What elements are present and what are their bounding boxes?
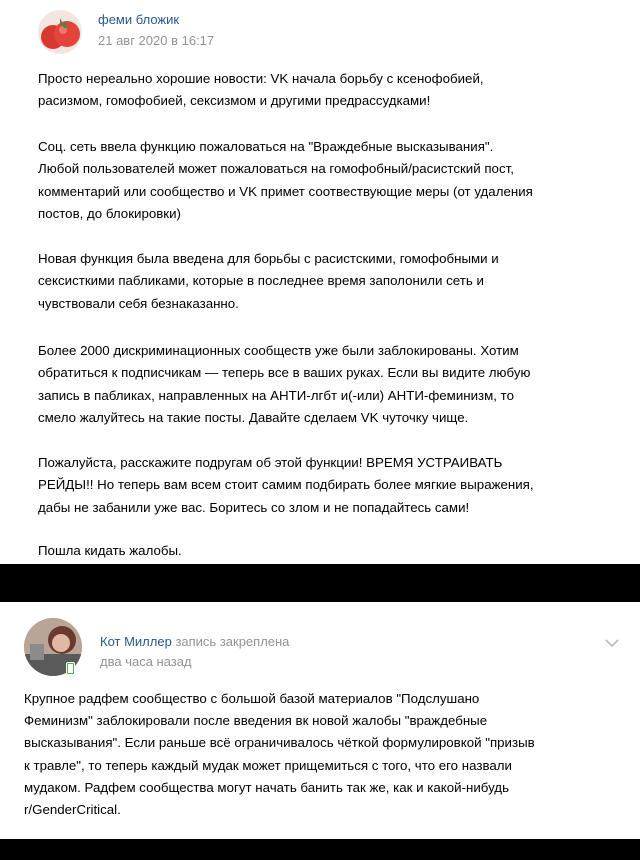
author-line [100, 634, 289, 649]
author-avatar[interactable] [38, 10, 82, 54]
tomato-icon [38, 10, 82, 54]
post-paragraph: Просто нереально хорошие новости: VK начала борьбу с ксенофобией, расизмом, гомофобией, сексизмом и другими предрассудками! [38, 71, 484, 109]
post-paragraph: Пошла кидать жалобы. [38, 543, 182, 558]
post-date[interactable]: 21 авг 2020 в 16:17 [98, 33, 215, 48]
chevron-down-icon[interactable] [604, 638, 620, 648]
post-kot-miller [0, 602, 640, 839]
post-paragraph: Пожалуйста, расскажите подругам об этой функции! ВРЕМЯ УСТРАИВАТЬ РЕЙДЫ!! Но теперь вам всем стоит самим подбирать более мягкие выражения, дабы не забанили уже вас. Боритесь со злом и не попадайтесь сами! [38, 455, 534, 515]
post-date[interactable]: два часа назад [100, 654, 192, 669]
post-paragraph: Соц. сеть ввела функцию пожаловаться на "Враждебные высказывания". Любой пользователей может пожаловаться на гомофобный/расистский пост, комментарий или сообщество и VK примет соотвествующие меры (от удаления постов, до блокировки) [38, 139, 533, 222]
author-name[interactable]: Кот Миллер [100, 634, 172, 649]
post-text: Крупное радфем сообщество с большой базой материалов "Подслушано Феминизм" заблокировали после введения вк новой жалобы "враждебные высказывания". Если раньше всё ограничивалось чёткой формулировкой "призыв к травле", то теперь каждый мудак может прищемиться с того, что его назвали мудаком. Радфем сообщества могут начать банить так же, как и какой-нибудь r/GenderCritical. [24, 691, 535, 818]
post-paragraph: Более 2000 дискриминационных сообществ уже были заблокированы. Хотим обратиться к подписчикам — теперь все в ваших руках. Если вы видите любую запись в пабликах, направленных на АНТИ-лгбт и(-или) АНТИ-феминизм, то смело жалуйтесь на такие посты. Давайте сделаем VK чуточку чище. [38, 343, 531, 426]
pinned-label: запись закреплена [175, 634, 290, 649]
online-mobile-icon [66, 662, 75, 675]
author-name[interactable]: феми бложик [98, 12, 180, 27]
post-paragraph: Новая функция была введена для борьбы с расистскими, гомофобными и сексисткими пабликами, которые в последнее время заполонили сеть и чувствовали себя безнаказанно. [38, 251, 499, 311]
